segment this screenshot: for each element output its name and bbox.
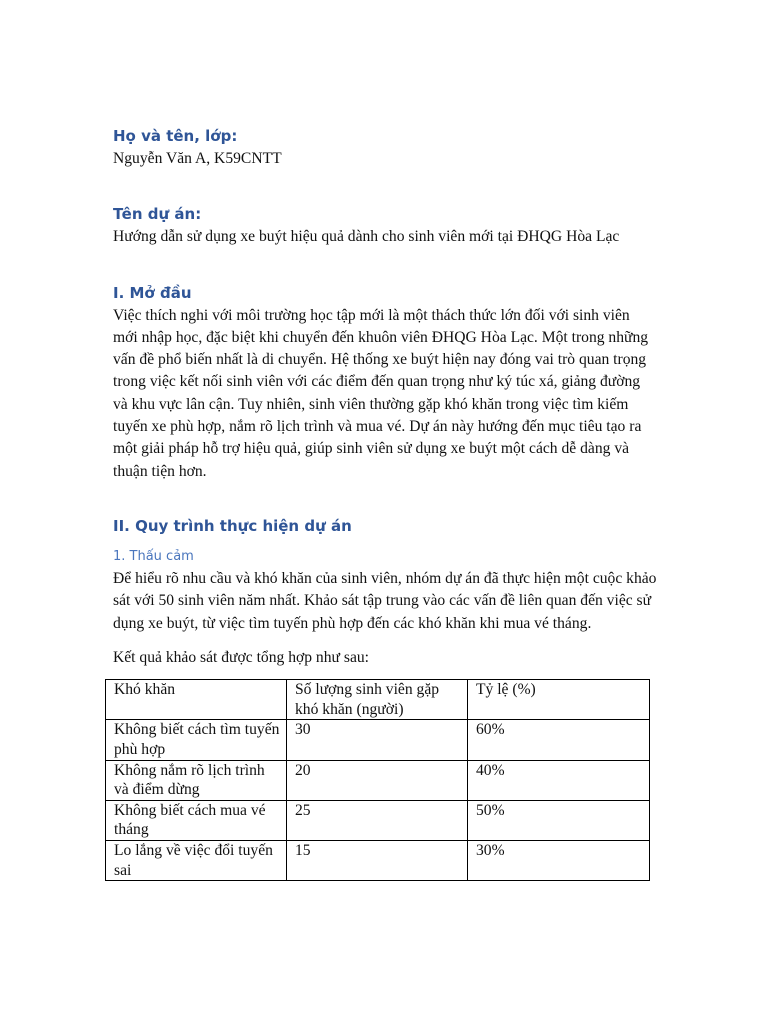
table-row — [106, 720, 650, 760]
intro-paragraph: Việc thích nghi với môi trường học tập mới là một thách thức lớn đối với sinh viên mới nhập học, đặc biệt khi chuyển đến khuôn viên ĐHQG Hòa Lạc. Một trong những vấn đề phổ biến nhất là di chuyển. Hệ thống xe buýt hiện nay đóng vai trò quan trọng trong việc kết nối sinh viên với các điểm đến quan trọng như ký túc xá, giảng đường và khu vực lân cận. Tuy nhiên, sinh viên thường gặp khó khăn trong việc tìm kiếm tuyến xe phù hợp, nắm rõ lịch trình và mua vé. Dự án này hướng đến mục tiêu tạo ra một giải pháp hỗ trợ hiệu quả, giúp sinh viên sử dụng xe buýt một cách dễ dàng và thuận tiện hơn. — [113, 306, 649, 480]
table-cell-count: 15 — [287, 840, 468, 880]
survey-table-wrapper — [105, 679, 649, 881]
student-name-value: Nguyễn Văn A, K59CNTT — [113, 150, 282, 167]
table-cell-difficulty: Không nắm rõ lịch trình và điểm dừng — [106, 760, 287, 800]
project-name-label: Tên dự án: — [113, 205, 202, 224]
table-row — [106, 840, 650, 880]
table-row — [106, 760, 650, 800]
table-cell-percent: 30% — [468, 840, 650, 880]
table-header-cell: Tỷ lệ (%) — [468, 680, 650, 720]
table-cell-percent: 60% — [468, 720, 650, 760]
table-row — [106, 800, 650, 840]
table-cell-difficulty: Không biết cách mua vé tháng — [106, 800, 287, 840]
table-cell-difficulty: Lo lắng về việc đổi tuyến sai — [106, 840, 287, 880]
intro-heading: I. Mở đầu — [113, 283, 192, 302]
table-header-row — [106, 680, 650, 720]
survey-results-intro: Kết quả khảo sát được tổng hợp như sau: — [113, 648, 369, 666]
survey-results-table — [105, 679, 650, 881]
table-cell-count: 20 — [287, 760, 468, 800]
table-header-cell: Khó khăn — [106, 680, 287, 720]
table-cell-percent: 50% — [468, 800, 650, 840]
table-cell-difficulty: Không biết cách tìm tuyến phù hợp — [106, 720, 287, 760]
table-header-cell: Số lượng sinh viên gặp khó khăn (người) — [287, 680, 468, 720]
process-heading: II. Quy trình thực hiện dự án — [113, 516, 352, 535]
table-cell-count: 30 — [287, 720, 468, 760]
student-name-label: Họ và tên, lớp: — [113, 127, 238, 145]
empathy-subheading: 1. Thấu cảm — [113, 548, 194, 564]
document-content — [113, 124, 658, 881]
empathy-paragraph: Để hiểu rõ nhu cầu và khó khăn của sinh viên, nhóm dự án đã thực hiện một cuộc khảo sát với 50 sinh viên năm nhất. Khảo sát tập trung vào các vấn đề liên quan đến việc sử dụng xe buýt, từ việc tìm tuyến phù hợp đến các khó khăn khi mua vé tháng. — [113, 569, 657, 632]
project-name-value: Hướng dẫn sử dụng xe buýt hiệu quả dành cho sinh viên mới tại ĐHQG Hòa Lạc — [113, 228, 620, 246]
table-cell-percent: 40% — [468, 760, 650, 800]
table-cell-count: 25 — [287, 800, 468, 840]
